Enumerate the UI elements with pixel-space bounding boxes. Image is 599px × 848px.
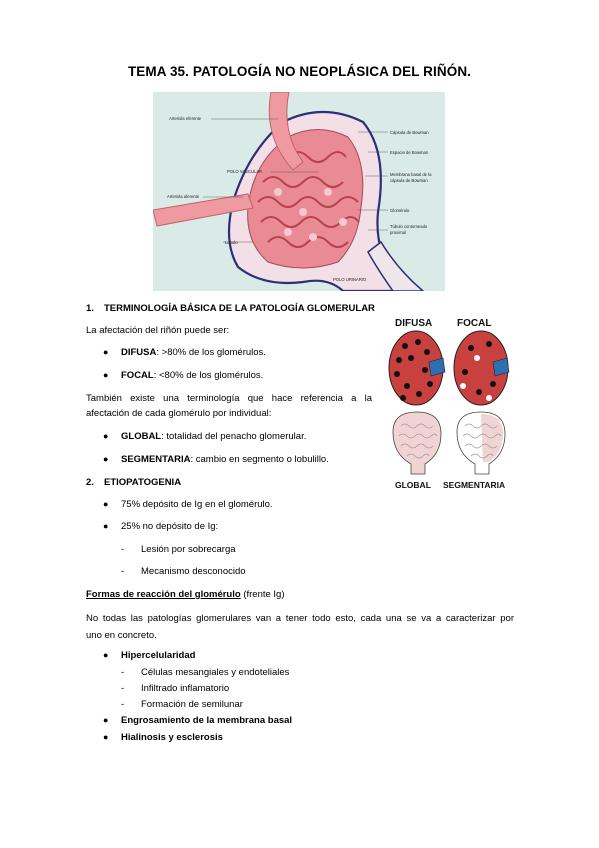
glomerular-patterns-figure xyxy=(385,314,517,490)
glomerulus-illustration xyxy=(153,92,445,291)
label-focal: FOCAL xyxy=(457,318,492,329)
section-1-number: 1. xyxy=(86,303,94,314)
section-1-title: TERMINOLOGÍA BÁSICA DE LA PATOLOGÍA GLOMERULAR xyxy=(104,303,375,314)
sub-list-item: - Células mesangiales y endoteliales xyxy=(121,667,290,678)
label-arteriola-eferente: Arteriola eferente xyxy=(169,116,202,121)
term-focal: FOCAL xyxy=(121,370,154,381)
label-tubulo: Túbulo contorneado xyxy=(390,224,428,229)
label-membrana-basal-2: cápsula de Bowman xyxy=(390,178,428,183)
page-title: TEMA 35. PATOLOGÍA NO NEOPLÁSICA DEL RIÑÓN. xyxy=(127,64,472,79)
formas-heading: Formas de reacción del glomérulo (frente Ig) xyxy=(86,589,285,600)
label-membrana-basal: Membrana basal de la xyxy=(390,172,432,177)
term-difusa: DIFUSA xyxy=(121,347,157,358)
list-item: ● 25% no depósito de Ig: xyxy=(103,521,219,532)
term-global: GLOBAL xyxy=(121,431,162,442)
list-item: ● Engrosamiento de la membrana basal xyxy=(103,715,293,726)
section-2-number: 2. xyxy=(86,477,94,488)
formas-paragraph: No todas las patologías glomerulares van a tener todo esto, cada una se va a caracterizar por uno en concreto. xyxy=(86,613,514,641)
label-difusa: DIFUSA xyxy=(395,318,433,329)
sub-list-item: - Mecanismo desconocido xyxy=(121,566,246,577)
sub-list-item: - Formación de semilunar xyxy=(121,699,243,710)
paragraph-terminologia: También existe una terminología que hace referencia a la afectación de cada glomérulo por individual: xyxy=(86,393,372,419)
sub-list-item: - Lesión por sobrecarga xyxy=(121,544,236,555)
label-segmentaria: SEGMENTARIA xyxy=(443,480,506,490)
list-item: ● DIFUSA: >80% de los glomérulos. xyxy=(103,347,266,358)
section-2-heading xyxy=(86,477,181,488)
label-arteriola-aferente: Arteriola aferente xyxy=(167,194,200,199)
label-polo-urinario: POLO URINARIO xyxy=(333,277,367,282)
label-global: GLOBAL xyxy=(395,480,431,490)
section-1-heading xyxy=(86,303,375,314)
section-2-title: ETIOPATOGENIA xyxy=(104,477,182,488)
list-item: ● Hialinosis y esclerosis xyxy=(103,732,223,743)
label-espacio-bowman: Espacio de Bowman xyxy=(390,150,429,155)
list-item: ● SEGMENTARIA: cambio en segmento o lobulillo. xyxy=(103,454,329,465)
label-capsula-bowman: Cápsula de Bowman xyxy=(390,130,429,135)
label-glomerulo: Glomérulo xyxy=(390,208,410,213)
sub-list-item: - Infiltrado inflamatorio xyxy=(121,683,230,694)
list-item: ● Hipercelularidad xyxy=(103,650,196,661)
label-lobulo: Lobulo xyxy=(225,240,238,245)
label-polo-vascular: POLO VASCULAR xyxy=(227,169,263,174)
list-item: ● FOCAL: <80% de los glomérulos. xyxy=(103,370,264,381)
section-1-intro: La afectación del riñón puede ser: xyxy=(86,325,230,336)
list-item: ● 75% depósito de Ig en el glomérulo. xyxy=(103,499,273,510)
list-item: ● GLOBAL: totalidad del penacho glomerular. xyxy=(103,431,307,442)
term-segmentaria: SEGMENTARIA xyxy=(121,454,191,465)
label-tubulo-2: proximal xyxy=(390,230,406,235)
